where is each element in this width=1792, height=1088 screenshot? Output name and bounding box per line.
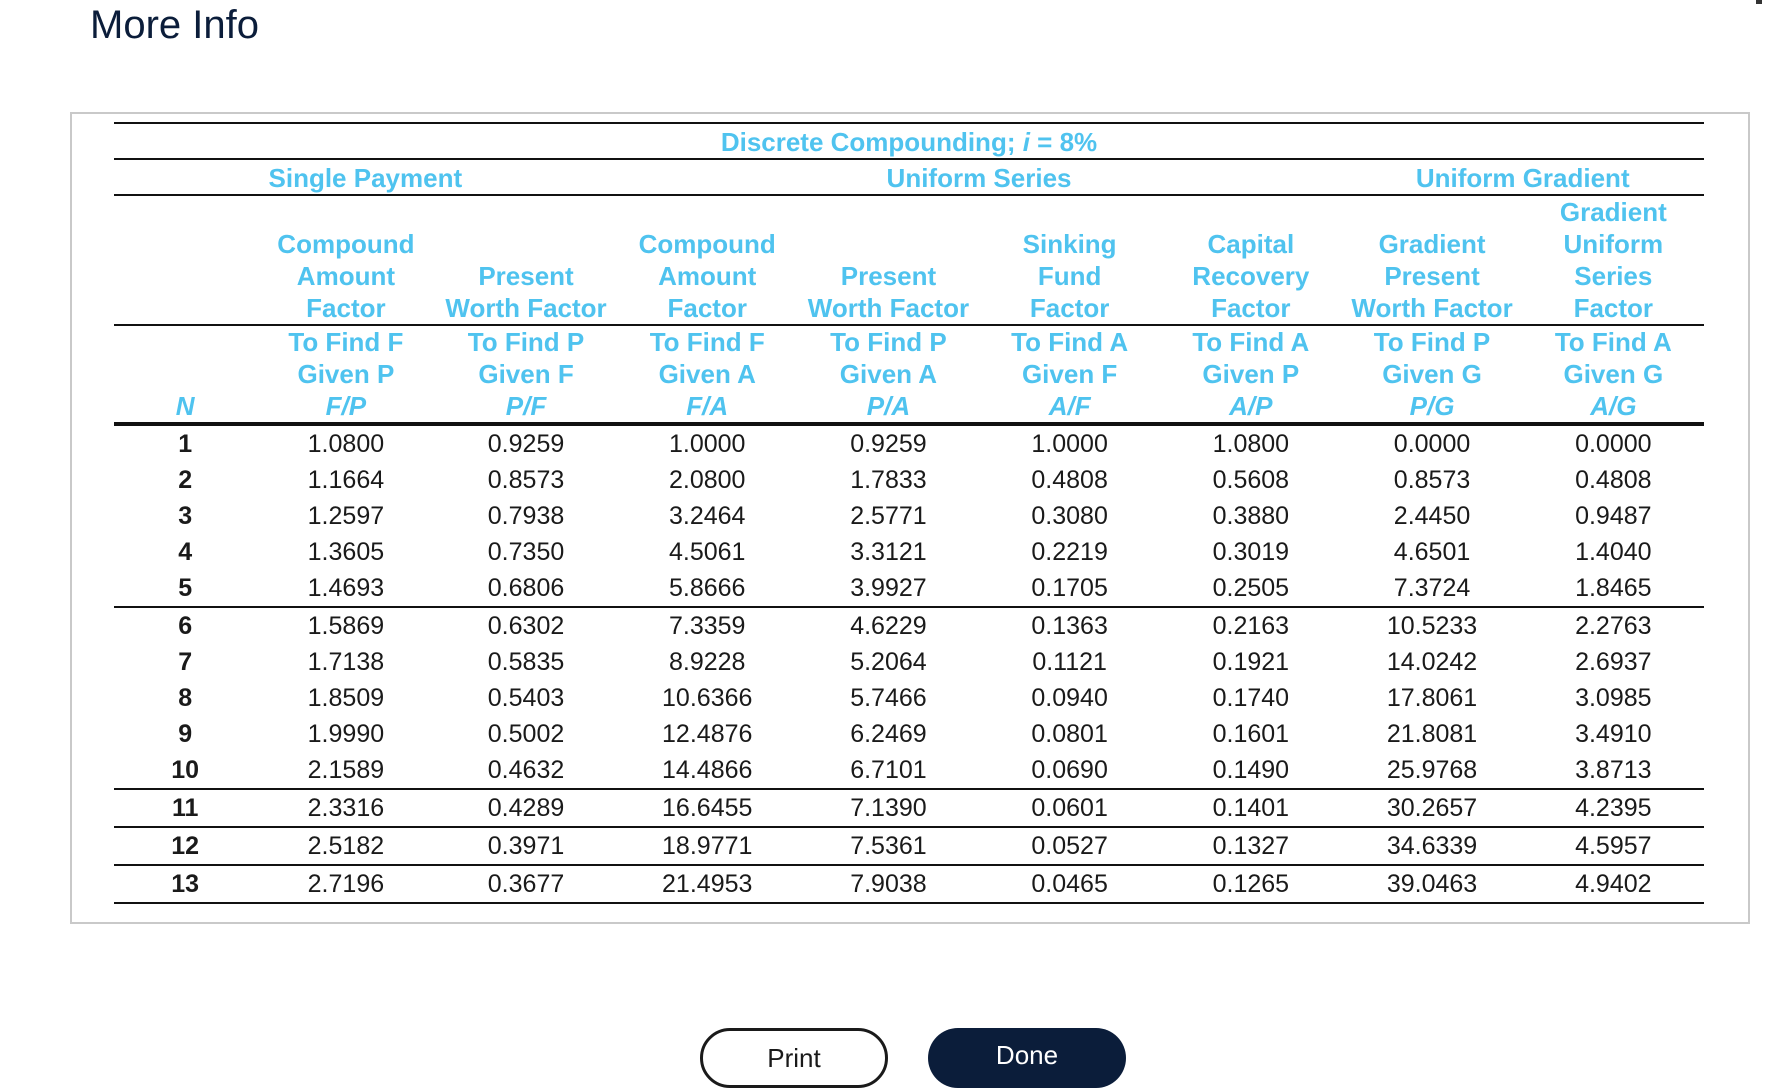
n-label: N <box>175 391 195 421</box>
column-formula-1 <box>256 325 435 424</box>
factor-cell: 7.3724 <box>1393 574 1471 602</box>
factor-cell: 0.1265 <box>1160 865 1341 903</box>
factor-cell: 0.0527 <box>979 827 1160 865</box>
factor-cell: 0.1327 <box>1160 827 1341 865</box>
column-name-1 <box>256 195 435 325</box>
interest-factor-table <box>114 122 1704 904</box>
factor-cell: 0.5002 <box>487 720 565 748</box>
factor-cell: 10.6366 <box>662 684 753 712</box>
column-name-5 <box>979 195 1160 325</box>
column-name-line: Factor <box>306 293 386 323</box>
factor-cell: 18.9771 <box>617 827 798 865</box>
factor-cell: 17.8061 <box>1386 684 1478 712</box>
period-cell: 13 <box>114 865 256 903</box>
period-cell: 12 <box>114 827 256 865</box>
factor-cell: 1.4040 <box>1575 538 1652 566</box>
factor-cell: 1.9990 <box>307 720 385 748</box>
column-name-line: Factor <box>667 293 747 323</box>
column-given: Given A <box>839 359 938 389</box>
factor-cell: 1.8509 <box>307 684 385 712</box>
column-name-line: Capital <box>1207 229 1295 259</box>
factor-cell: 0.1121 <box>1032 648 1107 676</box>
column-name-line: Fund <box>1037 261 1102 291</box>
factor-cell: 2.4450 <box>1393 502 1471 530</box>
factor-cell: 0.0940 <box>1031 684 1108 712</box>
factor-cell: 3.3121 <box>850 538 927 566</box>
column-formula-2 <box>435 325 616 424</box>
factor-cell: 4.5957 <box>1523 827 1704 865</box>
column-given: Given G <box>1382 359 1482 389</box>
column-name-line: Factor <box>1573 293 1654 323</box>
factor-cell: 21.8081 <box>1386 720 1478 748</box>
column-given: Given F <box>478 359 574 389</box>
factor-cell: 0.3971 <box>435 827 616 865</box>
print-button[interactable] <box>700 1028 888 1088</box>
column-find: To Find P <box>467 327 585 357</box>
period-cell: 1 <box>114 424 256 462</box>
name-cell-n <box>114 195 256 325</box>
factor-cell: 2.6937 <box>1575 648 1652 676</box>
column-name-line: Amount <box>296 261 395 291</box>
factor-cell: 1.3605 <box>307 538 385 566</box>
factor-cell: 0.4632 <box>487 756 565 784</box>
column-find: To Find A <box>1554 327 1672 357</box>
factor-cell: 0.4808 <box>1575 466 1652 494</box>
factor-cell: 0.1705 <box>1031 574 1108 602</box>
column-name-line: Worth Factor <box>445 293 607 323</box>
table-row <box>114 644 1704 680</box>
group-uniform-gradient: Uniform Gradient <box>1341 159 1704 195</box>
column-find: To Find F <box>649 327 765 357</box>
column-name-line: Worth Factor <box>1351 293 1513 323</box>
column-find: To Find A <box>1192 327 1310 357</box>
factor-cell: 7.9038 <box>798 865 979 903</box>
column-formula-4 <box>798 325 979 424</box>
factor-cell: 0.6806 <box>487 574 565 602</box>
factor-cell: 4.6229 <box>798 607 979 644</box>
column-given: Given G <box>1563 359 1664 389</box>
factor-cell: 1.1664 <box>307 466 385 494</box>
column-formula-8 <box>1523 325 1704 424</box>
factor-cell: 0.9259 <box>798 424 979 462</box>
factor-cell: 0.1401 <box>1160 789 1341 827</box>
factor-cell: 0.0601 <box>979 789 1160 827</box>
factor-cell: 0.5835 <box>487 648 565 676</box>
group-uniform-series: Uniform Series <box>617 159 1342 195</box>
column-symbol: P/A <box>866 391 911 421</box>
column-name-line: Worth Factor <box>807 293 970 323</box>
table-row <box>114 752 1704 789</box>
period-cell: 2 <box>178 466 193 494</box>
factor-cell: 39.0463 <box>1341 865 1522 903</box>
factor-cell: 14.4866 <box>662 756 753 784</box>
column-given: Given A <box>658 359 756 389</box>
factor-cell: 0.7938 <box>487 502 565 530</box>
print-button-label: Print <box>767 1043 821 1073</box>
factor-cell: 34.6339 <box>1341 827 1522 865</box>
column-find: To Find P <box>1373 327 1491 357</box>
factor-cell: 3.8713 <box>1575 756 1652 784</box>
column-name-line: Recovery <box>1192 261 1310 291</box>
column-given: Given F <box>1021 359 1118 389</box>
factor-cell: 10.5233 <box>1341 607 1522 644</box>
factor-cell: 7.1390 <box>798 789 979 827</box>
period-cell: 6 <box>114 607 256 644</box>
factor-cell: 0.1490 <box>1212 756 1290 784</box>
column-name-7 <box>1341 195 1522 325</box>
dialog-title: More Info <box>90 3 259 47</box>
factor-cell: 16.6455 <box>617 789 798 827</box>
close-icon[interactable] <box>1756 0 1762 4</box>
factor-cell: 0.4289 <box>435 789 616 827</box>
factor-cell: 3.2464 <box>668 502 746 530</box>
period-cell: 8 <box>178 684 193 712</box>
factor-cell: 1.2597 <box>307 502 385 530</box>
column-given: Given P <box>297 359 395 389</box>
factor-cell: 2.5182 <box>256 827 435 865</box>
factor-cell: 2.0800 <box>668 466 746 494</box>
factor-cell: 0.6302 <box>435 607 616 644</box>
factor-cell: 25.9768 <box>1386 756 1478 784</box>
factor-cell: 0.1601 <box>1212 720 1290 748</box>
factor-cell: 5.7466 <box>850 684 927 712</box>
factor-cell: 0.3080 <box>1031 502 1108 530</box>
factor-cell: 0.1921 <box>1212 648 1290 676</box>
factor-cell: 0.2219 <box>1031 538 1108 566</box>
factor-cell: 2.3316 <box>256 789 435 827</box>
factor-cell: 4.6501 <box>1393 538 1471 566</box>
factor-cell: 0.9259 <box>435 424 616 462</box>
table-row <box>114 570 1704 607</box>
factor-cell: 0.5403 <box>487 684 565 712</box>
factor-cell: 0.8573 <box>487 466 565 494</box>
column-symbol: P/F <box>505 391 547 421</box>
main-header-rate: = 8% <box>1029 127 1098 157</box>
factor-cell: 6.7101 <box>850 756 927 784</box>
column-symbol: P/G <box>1409 391 1455 421</box>
factor-cell: 0.0465 <box>979 865 1160 903</box>
factor-cell: 6.2469 <box>850 720 927 748</box>
column-name-line: Compound <box>638 229 776 259</box>
column-name-line: Gradient <box>1559 197 1667 227</box>
column-name-line: Uniform <box>1563 229 1664 259</box>
column-name-line: Gradient <box>1378 229 1486 259</box>
column-find: To Find F <box>288 327 404 357</box>
column-symbol: F/P <box>325 391 367 421</box>
main-header-prefix: Discrete Compounding; <box>720 127 1023 157</box>
column-formula-3 <box>617 325 798 424</box>
period-cell: 3 <box>178 502 193 530</box>
table-row <box>114 865 1704 903</box>
column-name-line: Present <box>1384 261 1480 291</box>
column-name-line: Series <box>1574 261 1653 291</box>
column-formula-5 <box>979 325 1160 424</box>
column-name-2 <box>435 195 616 325</box>
factor-cell: 2.7196 <box>256 865 435 903</box>
column-symbol: A/F <box>1048 391 1091 421</box>
factor-cell: 7.5361 <box>798 827 979 865</box>
factor-cell: 3.4910 <box>1575 720 1652 748</box>
factor-cell: 0.0690 <box>1031 756 1108 784</box>
factor-cell: 30.2657 <box>1341 789 1522 827</box>
column-symbol: A/G <box>1590 391 1637 421</box>
factor-cell: 21.4953 <box>617 865 798 903</box>
factor-cell: 1.0800 <box>256 424 435 462</box>
factor-cell: 0.5608 <box>1212 466 1290 494</box>
group-single-payment: Single Payment <box>114 159 617 195</box>
column-name-8 <box>1523 195 1704 325</box>
done-button[interactable] <box>928 1028 1126 1088</box>
factor-cell: 4.2395 <box>1523 789 1704 827</box>
factor-cell: 0.0000 <box>1523 424 1704 462</box>
factor-cell: 0.3880 <box>1212 502 1290 530</box>
column-find: To Find P <box>830 327 947 357</box>
factor-cell: 0.1740 <box>1212 684 1290 712</box>
factor-cell: 1.4693 <box>307 574 385 602</box>
factor-cell: 1.0000 <box>979 424 1160 462</box>
factor-cell: 0.8573 <box>1393 466 1471 494</box>
factor-cell: 1.7138 <box>307 648 385 676</box>
period-cell: 7 <box>178 648 193 676</box>
column-name-4 <box>798 195 979 325</box>
factor-cell: 1.8465 <box>1575 574 1652 602</box>
factor-cell: 0.1363 <box>979 607 1160 644</box>
table-row <box>114 534 1704 570</box>
factor-cell: 5.8666 <box>668 574 746 602</box>
column-name-line: Present <box>840 261 937 291</box>
period-cell: 5 <box>178 574 193 602</box>
column-given: Given P <box>1202 359 1300 389</box>
period-cell: 11 <box>114 789 256 827</box>
table-row <box>114 680 1704 716</box>
column-name-line: Compound <box>277 229 415 259</box>
factor-cell: 0.7350 <box>487 538 565 566</box>
column-name-6 <box>1160 195 1341 325</box>
factor-cell: 2.2763 <box>1523 607 1704 644</box>
column-find: To Find A <box>1011 327 1129 357</box>
period-cell: 4 <box>178 538 193 566</box>
factor-cell: 4.5061 <box>668 538 746 566</box>
factor-cell: 0.3677 <box>435 865 616 903</box>
done-button-label: Done <box>995 1040 1059 1070</box>
table-row <box>114 498 1704 534</box>
factor-cell: 1.0800 <box>1160 424 1341 462</box>
table-row <box>114 789 1704 827</box>
factor-cell: 4.9402 <box>1523 865 1704 903</box>
factor-cell: 0.9487 <box>1575 502 1652 530</box>
n-column-header <box>114 325 256 424</box>
column-name-line: Sinking <box>1022 229 1117 259</box>
factor-cell: 8.9228 <box>668 648 746 676</box>
factor-cell: 14.0242 <box>1386 648 1478 676</box>
table-row <box>114 424 1704 462</box>
table-row <box>114 462 1704 498</box>
factor-cell: 0.0801 <box>1031 720 1108 748</box>
period-cell: 9 <box>178 720 193 748</box>
column-symbol: F/A <box>686 391 729 421</box>
table-row <box>114 607 1704 644</box>
column-formula-6 <box>1160 325 1341 424</box>
factor-cell: 5.2064 <box>850 648 927 676</box>
factor-cell: 0.4808 <box>1031 466 1108 494</box>
factor-cell: 0.2505 <box>1212 574 1290 602</box>
table-row <box>114 716 1704 752</box>
factor-cell: 0.0000 <box>1341 424 1522 462</box>
factor-cell: 1.0000 <box>617 424 798 462</box>
factor-cell: 12.4876 <box>662 720 753 748</box>
column-name-line: Factor <box>1211 293 1291 323</box>
main-header-rate-symbol: i <box>1022 127 1030 157</box>
factor-cell: 0.2163 <box>1160 607 1341 644</box>
factor-cell: 0.3019 <box>1212 538 1290 566</box>
table-row <box>114 827 1704 865</box>
column-name-line: Factor <box>1029 293 1110 323</box>
factor-cell: 1.5869 <box>256 607 435 644</box>
table-main-header <box>114 123 1704 159</box>
column-symbol: A/P <box>1229 391 1273 421</box>
factor-cell: 1.7833 <box>850 466 927 494</box>
column-name-line: Amount <box>658 261 757 291</box>
factor-cell: 2.5771 <box>850 502 927 530</box>
column-name-3 <box>617 195 798 325</box>
factor-cell: 7.3359 <box>617 607 798 644</box>
factor-cell: 2.1589 <box>307 756 385 784</box>
period-cell: 10 <box>171 756 200 784</box>
column-name-line: Present <box>478 261 574 291</box>
column-formula-7 <box>1341 325 1522 424</box>
factor-cell: 3.0985 <box>1575 684 1652 712</box>
factor-cell: 3.9927 <box>850 574 927 602</box>
